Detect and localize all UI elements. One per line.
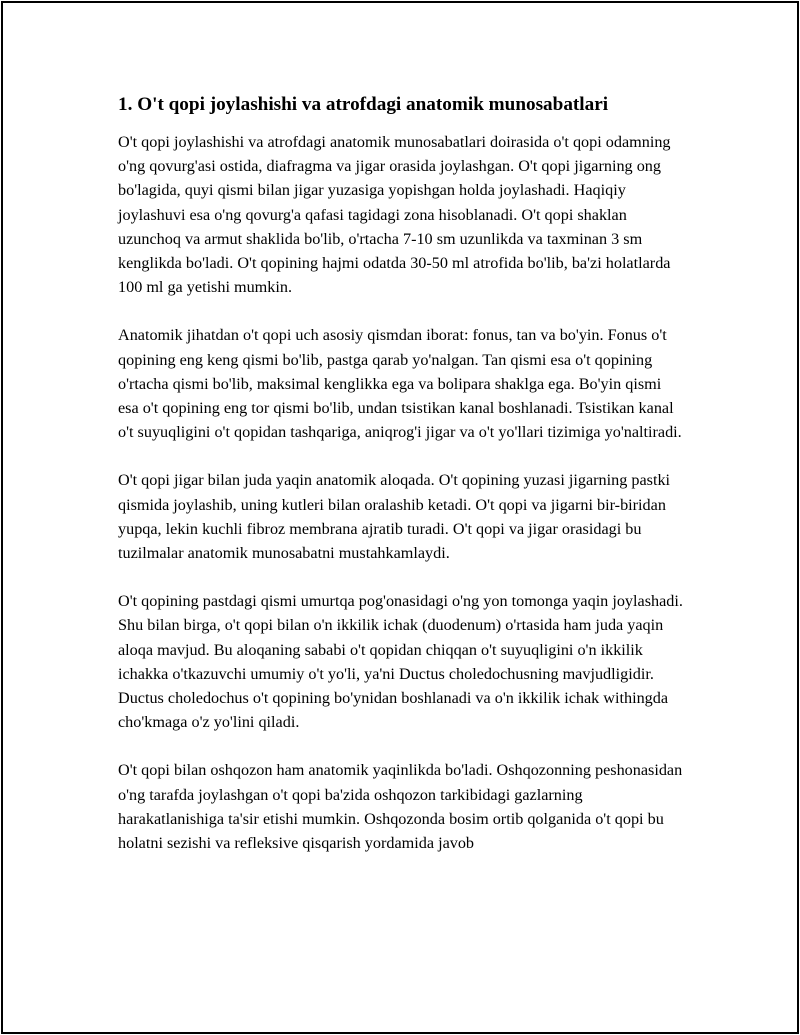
paragraph-liver-relation: O't qopi jigar bilan juda yaqin anatomik aloqada. O't qopining yuzasi jigarning pastki qismida joylashib, uning kutleri bilan oralashib ketadi. O't qopi va jigarni bir-biridan yupqa, lekin kuchli fibroz membrana ajratib turadi. O't qopi va jigar orasidagi bu tuzilmalar anatomik munosabatni mustahkamlaydi. xyxy=(118,471,671,563)
document-body xyxy=(118,92,684,879)
paragraph-anatomy-parts: Anatomik jihatdan o't qopi uch asosiy qismdan iborat: fonus, tan va bo'yin. Fonus o't qopining eng keng qismi bo'lib, pastga qarab yo'nalgan. Tan qismi esa o't qopining o'rtacha qismi bo'lib, maksimal kenglikka ega va bolipara shaklga ega. Bo'yin qismi esa o't qopining eng tor qismi bo'lib, undan tsistikan kanal boshlanadi. Tsistikan kanal o't suyuqligini o't qopidan tashqariga, aniqrog'i jigar va o't yo'llari tizimiga yo'naltiradi. xyxy=(118,326,682,442)
paragraph-stomach-relation: O't qopi bilan oshqozon ham anatomik yaqinlikda bo'ladi. Oshqozonning peshonasidan o'ng tarafda joylashgan o't qopi ba'zida oshqozon tarkibidagi gazlarning harakatlanishiga ta'sir etishi mumkin. Oshqozonda bosim ortib qolganida o't qopi bu holatni sezishi va refleksive qisqarish yordamida javob xyxy=(118,761,683,853)
paragraph-duodenum-relation: O't qopining pastdagi qismi umurtqa pog'onasidagi o'ng yon tomonga yaqin joylashadi. Shu bilan birga, o't qopi bilan o'n ikkilik ichak (duodenum) o'rtasida ham juda yaqin aloqa mavjud. Bu aloqaning sababi o't qopidan chiqqan o't suyuqligini o'n ikkilik ichakka o'tkazuvchi umumiy o't yo'li, ya'ni Ductus choledochusning mavjudligidir. Ductus choledochus o't qopining bo'ynidan boshlanadi va o'n ikkilik ichak withingda cho'kmaga o'z yo'lini qiladi. xyxy=(118,592,683,732)
section-heading: 1. O't qopi joylashishi va atrofdagi anatomik munosabatlari xyxy=(118,94,609,115)
paragraph-location: O't qopi joylashishi va atrofdagi anatomik munosabatlari doirasida o't qopi odamning o'ng qovurg'asi ostida, diafragma va jigar orasida joylashgan. O't qopi jigarning ong bo'lagida, quyi qismi bilan jigar yuzasiga yopishgan holda joylashadi. Haqiqiy joylashuvi esa o'ng qovurg'a qafasi tagidagi zona hisoblanadi. O't qopi shaklan uzunchoq va armut shaklida bo'lib, o'rtacha 7-10 sm uzunlikda va taxminan 3 sm kenglikda bo'ladi. O't qopining hajmi odatda 30-50 ml atrofida bo'lib, ba'zi holatlarda 100 ml ga yetishi mumkin. xyxy=(118,133,671,297)
